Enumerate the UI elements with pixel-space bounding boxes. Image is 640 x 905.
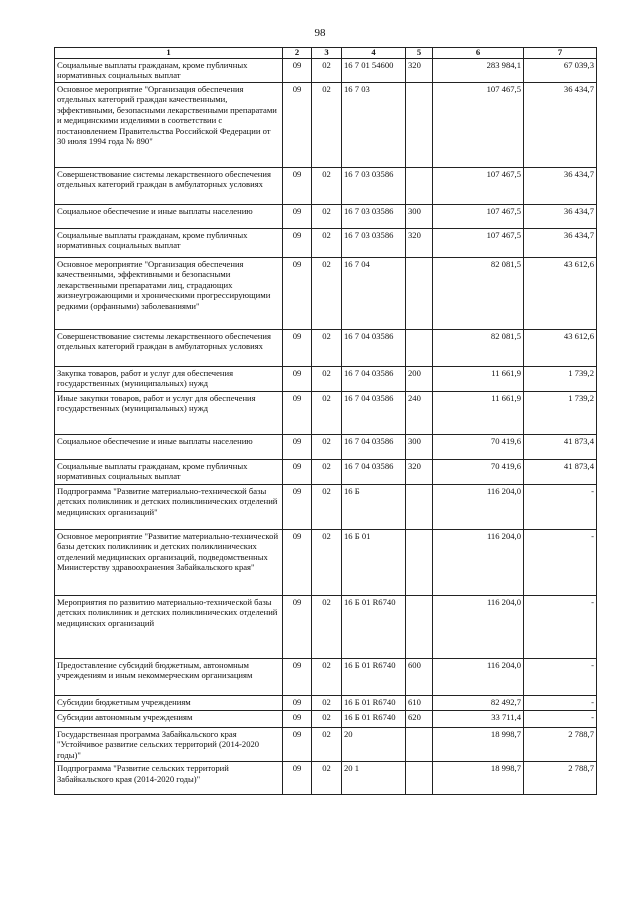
row-name: Социальные выплаты гражданам, кроме публичных нормативных социальных выплат (55, 229, 283, 258)
row-sum-year-2: - (524, 711, 597, 728)
table-row (55, 367, 597, 392)
row-sum-year-2: 1 739,2 (524, 392, 597, 435)
row-name: Субсидии бюджетным учреждениям (55, 696, 283, 711)
row-expense-type (406, 330, 433, 367)
row-subsection: 02 (312, 168, 342, 205)
row-name: Социальное обеспечение и иные выплаты населению (55, 435, 283, 460)
row-section: 09 (283, 435, 312, 460)
row-target-code: 20 1 (342, 762, 406, 795)
column-header-2: 2 (283, 48, 312, 59)
row-sum-year-1: 82 081,5 (433, 330, 524, 367)
column-header-3: 3 (312, 48, 342, 59)
row-sum-year-2: 36 434,7 (524, 168, 597, 205)
row-expense-type: 620 (406, 711, 433, 728)
row-expense-type: 240 (406, 392, 433, 435)
row-sum-year-1: 116 204,0 (433, 596, 524, 659)
row-sum-year-1: 116 204,0 (433, 485, 524, 530)
row-target-code: 16 Б (342, 485, 406, 530)
table-row (55, 485, 597, 530)
row-sum-year-1: 107 467,5 (433, 83, 524, 168)
row-sum-year-2: - (524, 659, 597, 696)
row-subsection: 02 (312, 59, 342, 83)
row-sum-year-1: 82 492,7 (433, 696, 524, 711)
row-subsection: 02 (312, 460, 342, 485)
row-sum-year-2: - (524, 596, 597, 659)
row-sum-year-1: 70 419,6 (433, 460, 524, 485)
column-number-row (55, 48, 597, 59)
table-row (55, 460, 597, 485)
row-section: 09 (283, 696, 312, 711)
row-expense-type: 300 (406, 205, 433, 229)
row-name: Основное мероприятие "Организация обеспечения качественными, эффективными и безопасными лекарственными препаратами лиц, страдающих жизнеугрожающими и хроническими прогрессирующими редкими (орфанными) заболеваниями" (55, 258, 283, 330)
row-subsection: 02 (312, 258, 342, 330)
row-subsection: 02 (312, 435, 342, 460)
row-expense-type (406, 168, 433, 205)
row-sum-year-1: 33 711,4 (433, 711, 524, 728)
row-section: 09 (283, 59, 312, 83)
row-target-code: 16 7 04 03586 (342, 367, 406, 392)
row-sum-year-2: 36 434,7 (524, 83, 597, 168)
table-row (55, 435, 597, 460)
row-expense-type (406, 530, 433, 596)
row-section: 09 (283, 392, 312, 435)
row-subsection: 02 (312, 728, 342, 762)
table-row (55, 659, 597, 696)
row-sum-year-1: 116 204,0 (433, 530, 524, 596)
row-subsection: 02 (312, 762, 342, 795)
table-row (55, 728, 597, 762)
row-sum-year-2: 2 788,7 (524, 762, 597, 795)
row-expense-type: 320 (406, 59, 433, 83)
table-row (55, 392, 597, 435)
table-row (55, 762, 597, 795)
column-header-7: 7 (524, 48, 597, 59)
row-name: Социальные выплаты гражданам, кроме публичных нормативных социальных выплат (55, 59, 283, 83)
row-subsection: 02 (312, 530, 342, 596)
row-expense-type: 320 (406, 229, 433, 258)
row-sum-year-2: 43 612,6 (524, 258, 597, 330)
row-expense-type (406, 258, 433, 330)
row-name: Основное мероприятие "Развитие материально-технической базы детских поликлиник и детских поликлинических отделений медицинских организаций, подведомственных Министерству здравоохранения Забайкальского края" (55, 530, 283, 596)
row-sum-year-1: 11 661,9 (433, 392, 524, 435)
row-name: Подпрограмма "Развитие сельских территорий Забайкальского края (2014-2020 годы)" (55, 762, 283, 795)
row-name: Закупка товаров, работ и услуг для обеспечения государственных (муниципальных) нужд (55, 367, 283, 392)
row-target-code: 16 Б 01 R6740 (342, 596, 406, 659)
row-subsection: 02 (312, 485, 342, 530)
row-expense-type: 600 (406, 659, 433, 696)
row-sum-year-2: 1 739,2 (524, 367, 597, 392)
row-expense-type (406, 83, 433, 168)
row-sum-year-1: 116 204,0 (433, 659, 524, 696)
row-name: Субсидии автономным учреждениям (55, 711, 283, 728)
row-target-code: 16 7 04 03586 (342, 330, 406, 367)
row-sum-year-1: 18 998,7 (433, 762, 524, 795)
row-name: Мероприятия по развитию материально-технической базы детских поликлиник и детских поликлинических отделений медицинских организаций (55, 596, 283, 659)
table-body (55, 59, 597, 795)
row-sum-year-1: 70 419,6 (433, 435, 524, 460)
row-section: 09 (283, 367, 312, 392)
row-sum-year-2: 43 612,6 (524, 330, 597, 367)
row-subsection: 02 (312, 367, 342, 392)
row-subsection: 02 (312, 330, 342, 367)
row-sum-year-1: 107 467,5 (433, 229, 524, 258)
row-section: 09 (283, 205, 312, 229)
row-target-code: 16 7 03 03586 (342, 205, 406, 229)
table-row (55, 205, 597, 229)
row-section: 09 (283, 530, 312, 596)
row-subsection: 02 (312, 229, 342, 258)
row-name: Социальные выплаты гражданам, кроме публичных нормативных социальных выплат (55, 460, 283, 485)
row-expense-type (406, 728, 433, 762)
row-subsection: 02 (312, 696, 342, 711)
row-name: Предоставление субсидий бюджетным, автономным учреждениям и иным некоммерческим организациям (55, 659, 283, 696)
row-expense-type: 200 (406, 367, 433, 392)
row-target-code: 16 7 01 54600 (342, 59, 406, 83)
row-section: 09 (283, 659, 312, 696)
row-expense-type (406, 485, 433, 530)
row-target-code: 16 Б 01 R6740 (342, 696, 406, 711)
row-section: 09 (283, 711, 312, 728)
row-section: 09 (283, 485, 312, 530)
row-section: 09 (283, 229, 312, 258)
row-section: 09 (283, 168, 312, 205)
row-subsection: 02 (312, 83, 342, 168)
table-row (55, 330, 597, 367)
row-section: 09 (283, 330, 312, 367)
row-target-code: 20 (342, 728, 406, 762)
row-sum-year-1: 18 998,7 (433, 728, 524, 762)
column-header-1: 1 (55, 48, 283, 59)
row-target-code: 16 7 03 (342, 83, 406, 168)
row-subsection: 02 (312, 392, 342, 435)
row-target-code: 16 Б 01 (342, 530, 406, 596)
budget-table (54, 47, 597, 795)
row-subsection: 02 (312, 596, 342, 659)
column-header-6: 6 (433, 48, 524, 59)
row-expense-type: 320 (406, 460, 433, 485)
row-name: Социальное обеспечение и иные выплаты населению (55, 205, 283, 229)
row-expense-type (406, 762, 433, 795)
row-section: 09 (283, 83, 312, 168)
column-header-5: 5 (406, 48, 433, 59)
row-expense-type: 300 (406, 435, 433, 460)
row-sum-year-2: 2 788,7 (524, 728, 597, 762)
row-target-code: 16 7 04 03586 (342, 435, 406, 460)
column-header-4: 4 (342, 48, 406, 59)
row-target-code: 16 7 04 03586 (342, 392, 406, 435)
row-expense-type (406, 596, 433, 659)
table-row (55, 530, 597, 596)
row-section: 09 (283, 596, 312, 659)
row-sum-year-2: - (524, 530, 597, 596)
row-sum-year-2: 36 434,7 (524, 205, 597, 229)
row-sum-year-2: 67 039,3 (524, 59, 597, 83)
row-name: Основное мероприятие "Организация обеспечения отдельных категорий граждан качественными, эффективными, безопасными лекарственными препаратами и медицинскими изделиями в соответствии с постановлением Правительства Российской Федерации от 30 июля 1994 года № 890" (55, 83, 283, 168)
row-subsection: 02 (312, 659, 342, 696)
row-sum-year-1: 283 984,1 (433, 59, 524, 83)
row-sum-year-1: 82 081,5 (433, 258, 524, 330)
table-row (55, 229, 597, 258)
row-target-code: 16 7 04 (342, 258, 406, 330)
row-sum-year-2: 41 873,4 (524, 435, 597, 460)
row-sum-year-1: 107 467,5 (433, 205, 524, 229)
row-target-code: 16 7 04 03586 (342, 460, 406, 485)
page-number: 98 (314, 27, 326, 39)
table-row (55, 596, 597, 659)
row-sum-year-1: 107 467,5 (433, 168, 524, 205)
table-row (55, 696, 597, 711)
table-row (55, 168, 597, 205)
row-section: 09 (283, 728, 312, 762)
row-section: 09 (283, 258, 312, 330)
row-name: Государственная программа Забайкальского края "Устойчивое развитие сельских территорий (2014-2020 годы)" (55, 728, 283, 762)
row-subsection: 02 (312, 205, 342, 229)
row-section: 09 (283, 460, 312, 485)
row-expense-type: 610 (406, 696, 433, 711)
row-subsection: 02 (312, 711, 342, 728)
row-sum-year-2: 41 873,4 (524, 460, 597, 485)
table-row (55, 59, 597, 83)
table-row (55, 711, 597, 728)
row-sum-year-2: - (524, 696, 597, 711)
row-target-code: 16 Б 01 R6740 (342, 711, 406, 728)
table-row (55, 258, 597, 330)
row-target-code: 16 7 03 03586 (342, 229, 406, 258)
row-sum-year-1: 11 661,9 (433, 367, 524, 392)
row-name: Совершенствование системы лекарственного обеспечения отдельных категорий граждан в амбулаторных условиях (55, 168, 283, 205)
row-name: Подпрограмма "Развитие материально-технической базы детских поликлиник и детских поликлинических отделений медицинских организаций" (55, 485, 283, 530)
table-row (55, 83, 597, 168)
row-section: 09 (283, 762, 312, 795)
row-target-code: 16 7 03 03586 (342, 168, 406, 205)
row-name: Иные закупки товаров, работ и услуг для обеспечения государственных (муниципальных) нужд (55, 392, 283, 435)
row-sum-year-2: 36 434,7 (524, 229, 597, 258)
row-target-code: 16 Б 01 R6740 (342, 659, 406, 696)
row-name: Совершенствование системы лекарственного обеспечения отдельных категорий граждан в амбулаторных условиях (55, 330, 283, 367)
row-sum-year-2: - (524, 485, 597, 530)
